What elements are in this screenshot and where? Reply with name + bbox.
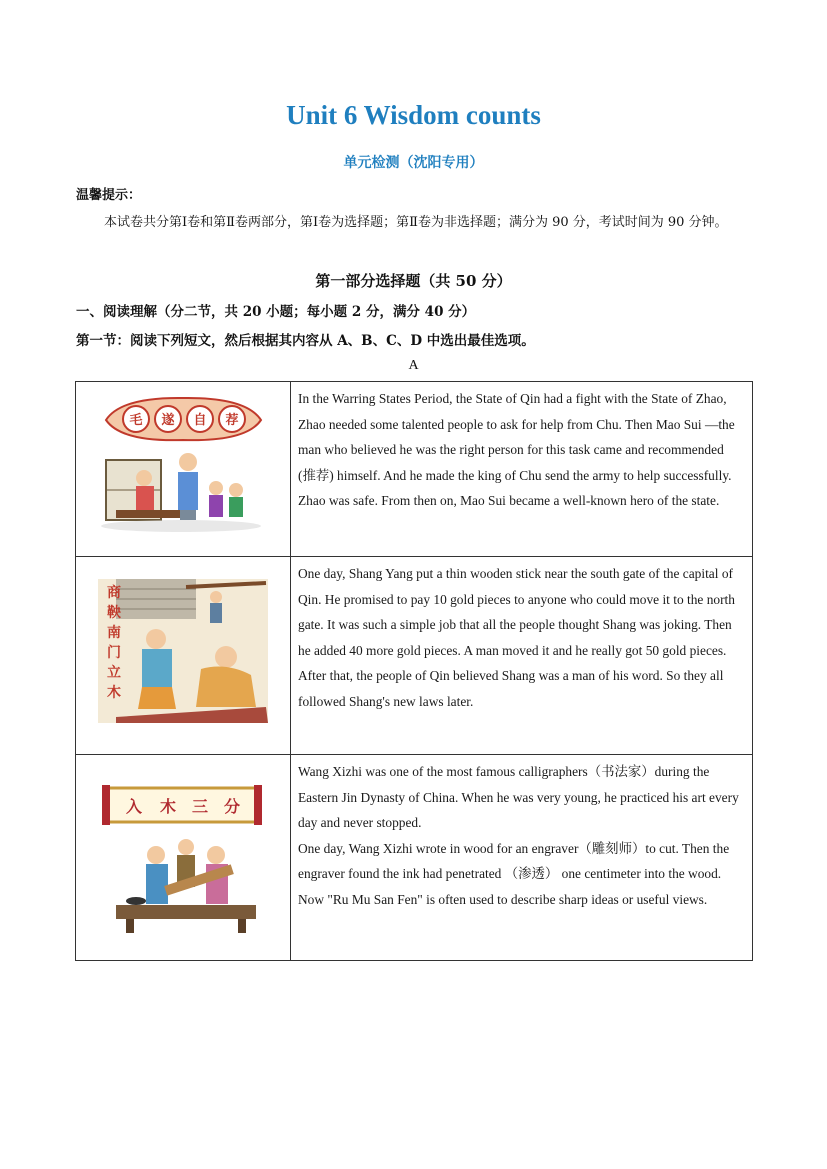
section-heading: 一、阅读理解（分二节，共 20 小题；每小题 2 分，满分 40 分） [76, 304, 476, 320]
banner-char: 木 [159, 797, 177, 816]
mao-sui-illustration-icon [76, 382, 290, 546]
passage-paragraph: One day, Shang Yang put a thin wooden stick near the south gate of the capital of Qin. He promised to pay 10 gold pieces to anyone who could move it to the north gate. It was such a simple job that all the people thought Shang was joking. Then he added 40 more gold pieces. A man moved it and he really got 50 gold pieces. After that, the people of Qin believed Shang was a man of his word. So they all followed Shang's new laws later. [298, 566, 735, 709]
image-cell [76, 755, 291, 961]
banner-char: 自 [193, 413, 207, 428]
passage-paragraph: In the Warring States Period, the State of Qin had a fight with the State of Zhao, Zhao needed some talented people to ask for help from Chu. Then Mao Sui —the man who believed he was the right person for this task came and recommended (推荐) himself. And he made the king of Chu send the army to help successfully. Zhao was safe. From then on, Mao Sui became a well-known hero of the state. [298, 391, 735, 509]
tips-heading: 温馨提示： [76, 188, 142, 203]
image-cell [76, 382, 291, 557]
banner-char: 毛 [129, 413, 143, 428]
passage-paragraph: One day, Wang Xizhi wrote in wood for an engraver（雕刻师）to cut. Then the engraver found the ink had penetrated （渗透） one centimeter into the wood. Now "Ru Mu San Fen" is often used to describe sharp ideas or useful views. [298, 840, 730, 907]
caption-char: 木 [107, 685, 121, 701]
banner-char: 三 [191, 797, 209, 816]
caption-char: 商 [107, 585, 121, 601]
page-subtitle: 单元检测（沈阳专用） [343, 155, 484, 171]
banner-char: 遂 [161, 413, 175, 428]
passage-text-cell [291, 557, 753, 755]
caption-char: 门 [107, 645, 121, 661]
passage-letter: A [408, 358, 419, 373]
caption-char: 南 [107, 625, 121, 641]
caption-char: 立 [107, 665, 121, 681]
caption-char: 鞅 [107, 605, 121, 621]
passage-text-cell [291, 755, 753, 961]
subsection-heading: 第一节：阅读下列短文，然后根据其内容从 A、B、C、D 中选出最佳选项。 [76, 333, 535, 349]
part-title: 第一部分选择题（共 50 分） [315, 272, 512, 290]
wang-xizhi-illustration-icon [76, 755, 290, 950]
passage-text-cell [291, 382, 753, 557]
shang-yang-illustration-icon [76, 557, 290, 744]
tips-text: 本试卷共分第Ⅰ卷和第Ⅱ卷两部分，第Ⅰ卷为选择题；第Ⅱ卷为非选择题；满分为 90 分，考试时间为 90 分钟。 [104, 215, 728, 230]
banner-char: 荐 [225, 413, 239, 428]
passage-paragraph: Wang Xizhi was one of the most famous calligraphers（书法家）during the Eastern Jin Dynasty of China. When he was very young, he practiced his art every day and never stopped. [298, 764, 739, 831]
banner-char: 入 [125, 797, 143, 816]
table-row [76, 557, 753, 755]
image-cell [76, 557, 291, 755]
passage-table [75, 381, 753, 961]
page-title: Unit 6 Wisdom counts [286, 100, 541, 130]
table-row [76, 382, 753, 557]
banner-char: 分 [223, 797, 241, 816]
table-row [76, 755, 753, 961]
